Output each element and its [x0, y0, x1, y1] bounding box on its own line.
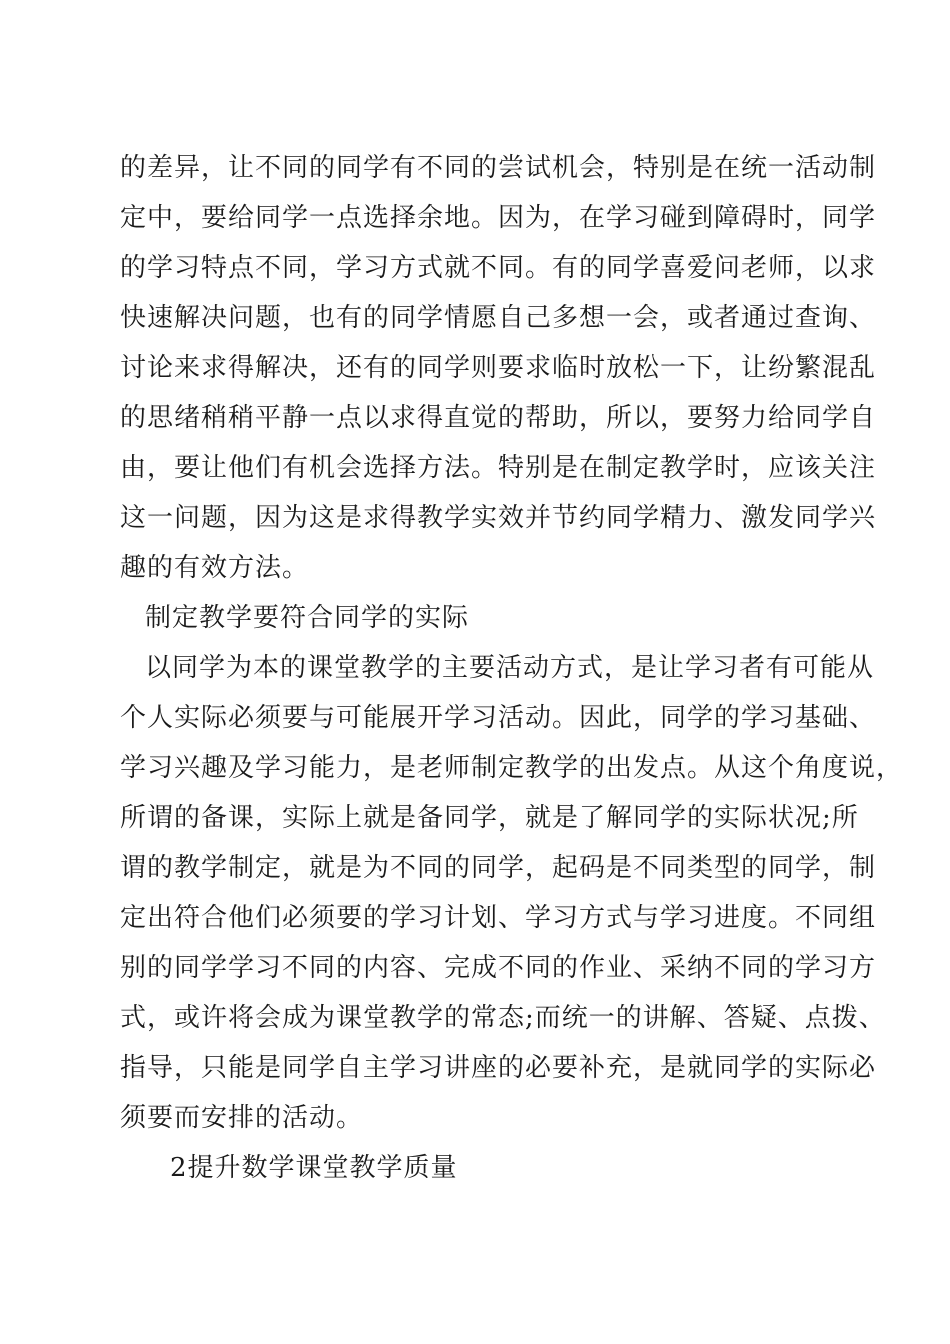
paragraph-line: 定出符合他们必须要的学习计划、学习方式与学习进度。不同组 — [120, 903, 877, 933]
paragraph-line: 的思绪稍稍平静一点以求得直觉的帮助，所以，要努力给同学自 — [120, 403, 877, 433]
paragraph-line: 所谓的备课，实际上就是备同学，就是了解同学的实际状况;所 — [120, 803, 859, 833]
paragraph-line: 式，或许将会成为课堂教学的常态;而统一的讲解、答疑、点拨、 — [120, 1003, 886, 1033]
paragraph-line: 谓的教学制定，就是为不同的同学，起码是不同类型的同学，制 — [120, 853, 877, 883]
paragraph-line: 快速解决问题，也有的同学情愿自己多想一会，或者通过查询、 — [120, 303, 877, 333]
paragraph-line: 讨论来求得解决，还有的同学则要求临时放松一下，让纷繁混乱 — [120, 353, 877, 383]
paragraph-line: 的学习特点不同，学习方式就不同。有的同学喜爱问老师，以求 — [120, 253, 877, 283]
paragraph-line: 趣的有效方法。 — [120, 553, 310, 583]
paragraph-line: 这一问题，因为这是求得教学实效并节约同学精力、激发同学兴 — [120, 503, 877, 533]
paragraph-line: 指导，只能是同学自主学习讲座的必要补充，是就同学的实际必 — [120, 1053, 877, 1083]
paragraph-line: 定中，要给同学一点选择余地。因为，在学习碰到障碍时，同学 — [120, 203, 877, 233]
paragraph-line: 须要而安排的活动。 — [120, 1103, 364, 1133]
paragraph-line: 别的同学学习不同的内容、完成不同的作业、采纳不同的学习方 — [120, 953, 877, 983]
paragraph-line: 学习兴趣及学习能力，是老师制定教学的出发点。从这个角度说， — [120, 753, 904, 783]
paragraph-line: 的差异，让不同的同学有不同的尝试机会，特别是在统一活动制 — [120, 153, 877, 183]
paragraph-line: 以同学为本的课堂教学的主要活动方式，是让学习者有可能从 — [145, 653, 875, 683]
section-number-heading: 2提升数学课堂教学质量 — [170, 1153, 458, 1183]
section-heading: 制定教学要符合同学的实际 — [145, 603, 470, 633]
paragraph-line: 个人实际必须要与可能展开学习活动。因此，同学的学习基础、 — [120, 703, 877, 733]
paragraph-line: 由，要让他们有机会选择方法。特别是在制定教学时，应该关注 — [120, 453, 877, 483]
